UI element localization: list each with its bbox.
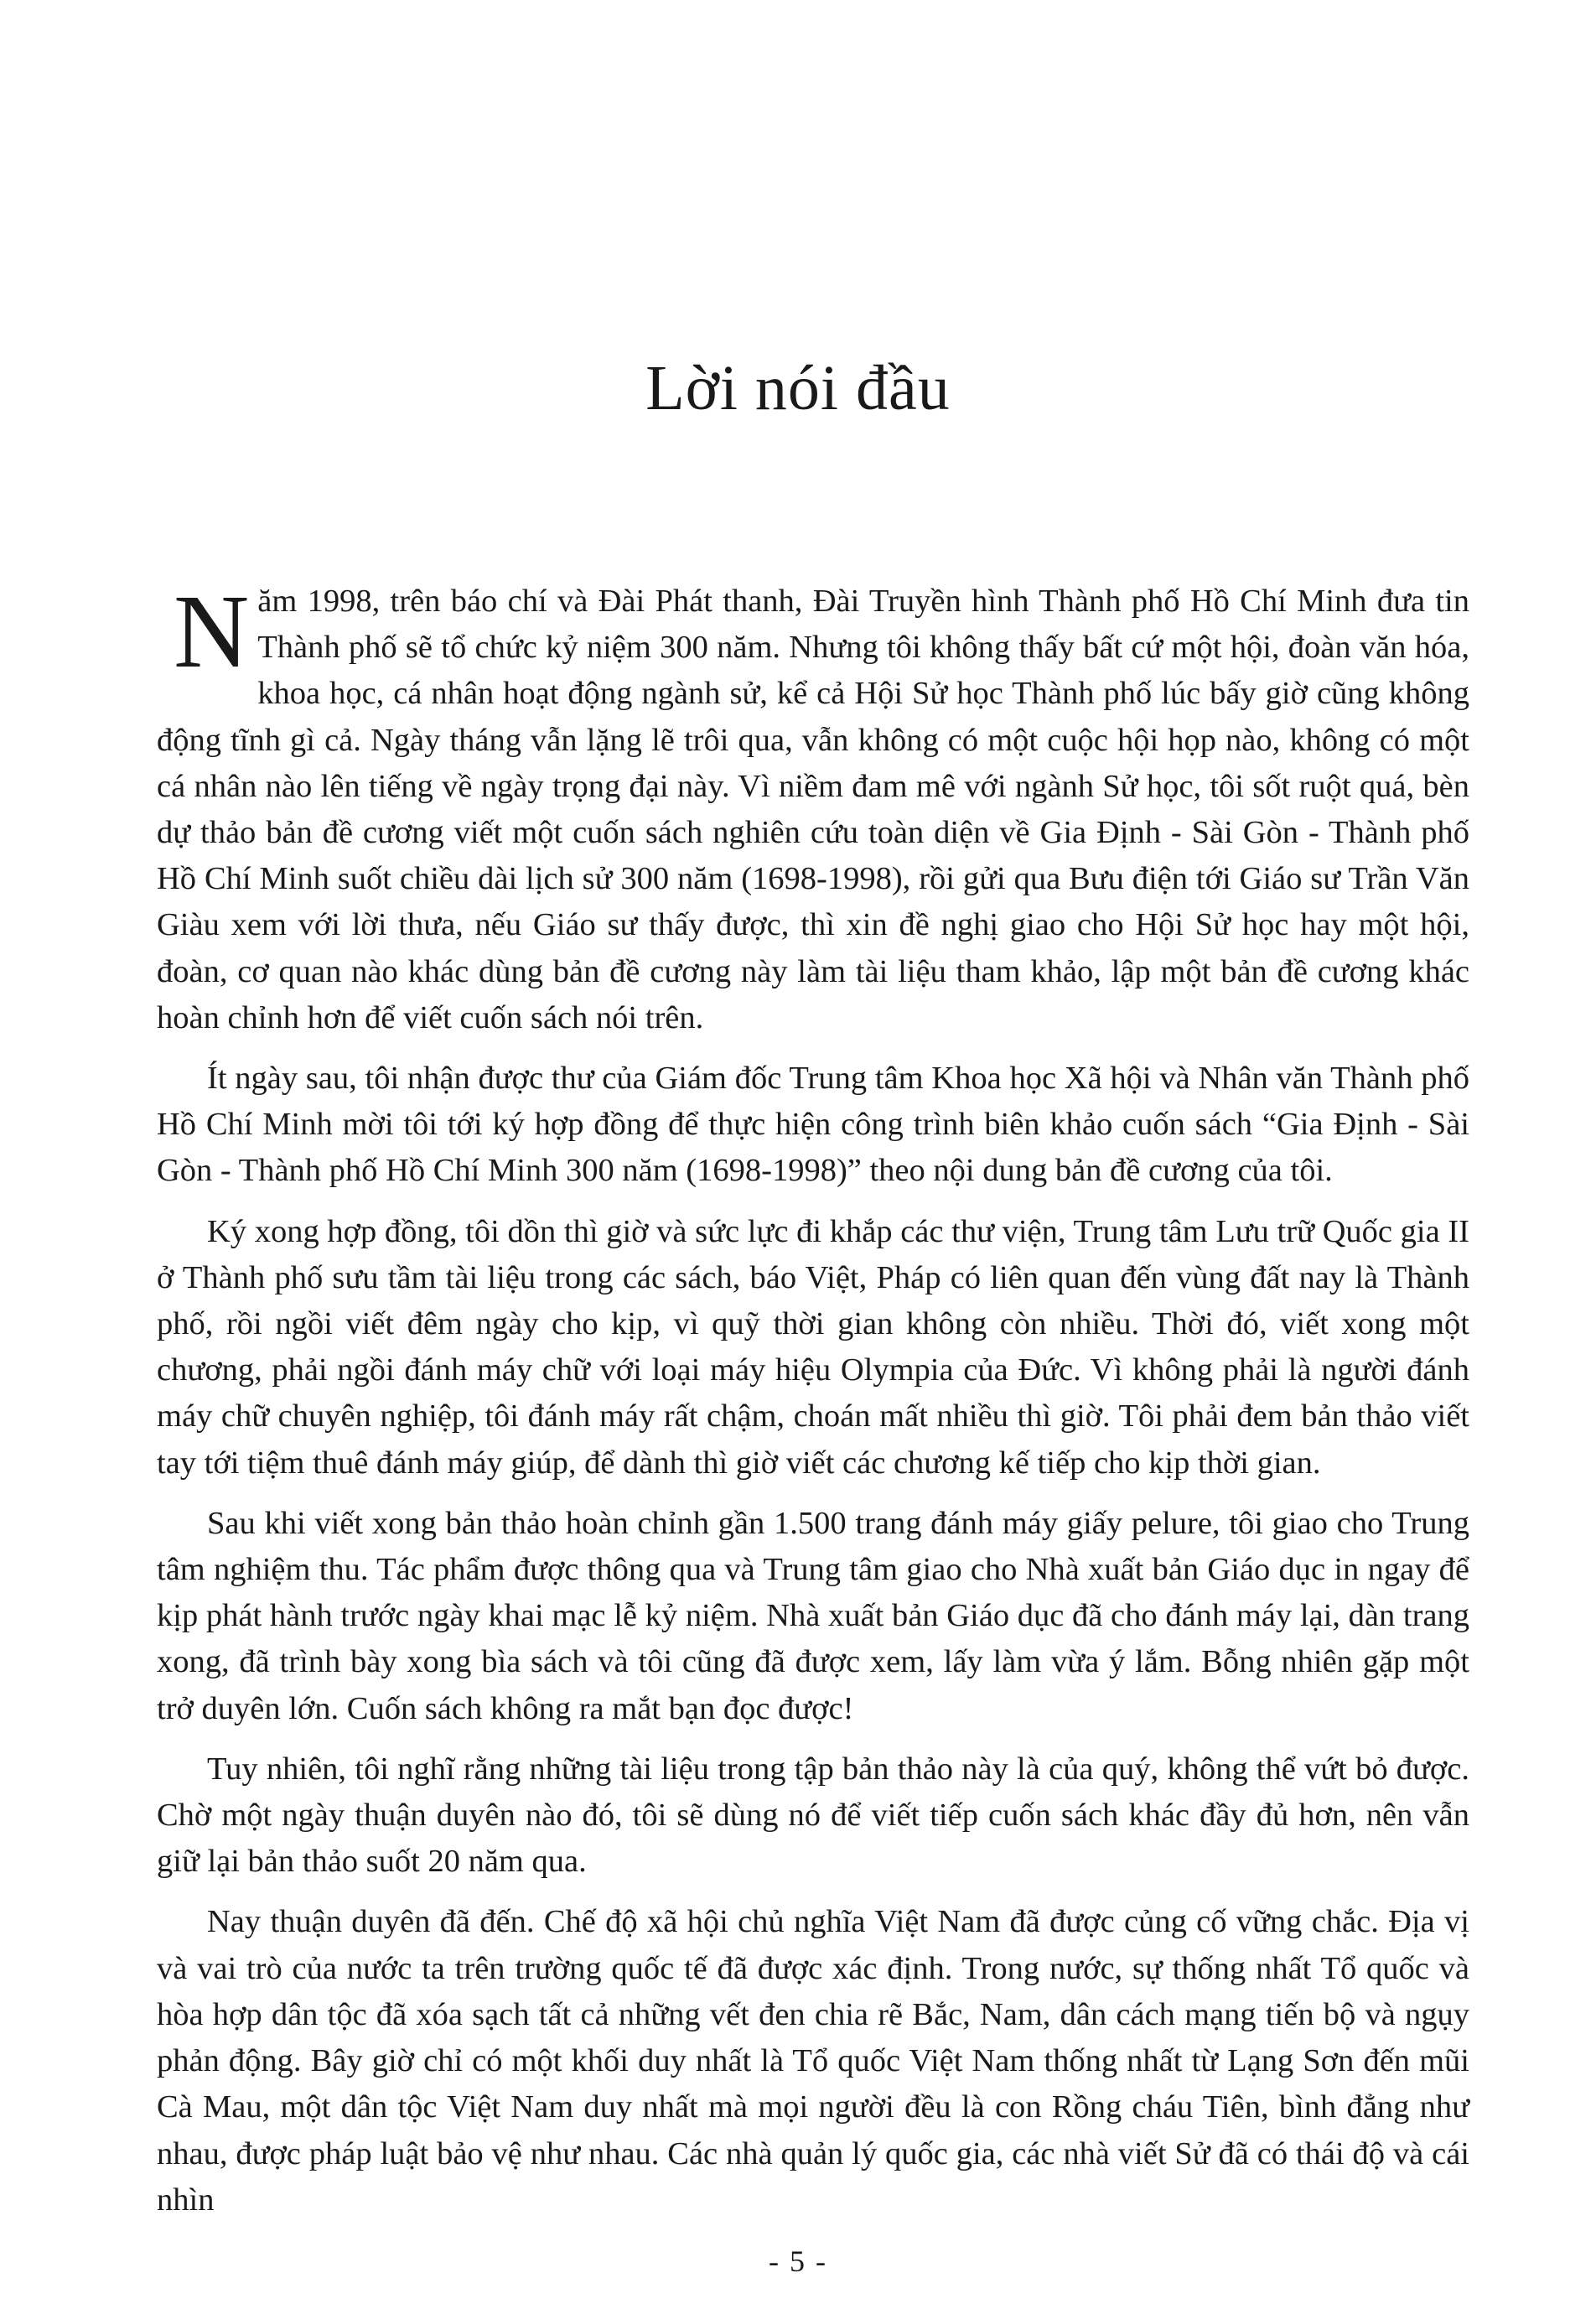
paragraph-6: Nay thuận duyên đã đến. Chế độ xã hội chủ nghĩa Việt Nam đã được củng cố vững chắc. Địa vị và vai trò của nước ta trên trường quốc tế đã được xác định. Trong nước, sự thống nhất Tổ quốc và hòa hợp dân tộc đã xóa sạch tất cả những vết đen chia rẽ Bắc, Nam, dân cách mạng tiến bộ và ngụy phản động. Bây giờ chỉ có một khối duy nhất là Tổ quốc Việt Nam thống nhất từ Lạng Sơn đến mũi Cà Mau, một dân tộc Việt Nam duy nhất mà mọi người đều là con Rồng cháu Tiên, bình đẳng như nhau, được pháp luật bảo vệ như nhau. Các nhà quản lý quốc gia, các nhà viết Sử đã có thái độ và cái nhìn xyxy=(157,1904,1469,2218)
paragraph-2: Ít ngày sau, tôi nhận được thư của Giám đốc Trung tâm Khoa học Xã hội và Nhân văn Thành phố Hồ Chí Minh mời tôi tới ký hợp đồng để thực hiện công trình biên khảo cuốn sách “Gia Định - Sài Gòn - Thành phố Hồ Chí Minh 300 năm (1698-1998)” theo nội dung bản đề cương của tôi. xyxy=(157,1061,1469,1189)
paragraph-1 xyxy=(157,574,1469,1041)
body-text xyxy=(157,574,1469,2238)
paragraph-5: Tuy nhiên, tôi nghĩ rằng những tài liệu trong tập bản thảo này là của quý, không thể vứt bỏ được. Chờ một ngày thuận duyên nào đó, tôi sẽ dùng nó để viết tiếp cuốn sách khác đầy đủ hơn, nên vẫn giữ lại bản thảo suốt 20 năm qua. xyxy=(157,1751,1469,1880)
page-title: Lời nói đầu xyxy=(645,353,951,423)
drop-cap: N xyxy=(174,574,250,690)
paragraph-3: Ký xong hợp đồng, tôi dồn thì giờ và sức lực đi khắp các thư viện, Trung tâm Lưu trữ Quốc gia II ở Thành phố sưu tầm tài liệu trong các sách, báo Việt, Pháp có liên quan đến vùng đất nay là Thành phố, rồi ngồi viết đêm ngày cho kịp, vì quỹ thời gian không còn nhiều. Thời đó, viết xong một chương, phải ngồi đánh máy chữ với loại máy hiệu Olympia của Đức. Vì không phải là người đánh máy chữ chuyên nghiệp, tôi đánh máy rất chậm, choán mất nhiều thì giờ. Tôi phải đem bản thảo viết tay tới tiệm thuê đánh máy giúp, để dành thì giờ viết các chương kế tiếp cho kịp thời gian. xyxy=(157,1213,1469,1481)
paragraph-1-text: ăm 1998, trên báo chí và Đài Phát thanh, Đài Truyền hình Thành phố Hồ Chí Minh đưa tin Thành phố sẽ tổ chức kỷ niệm 300 năm. Nhưng tôi không thấy bất cứ một hội, đoàn văn hóa, khoa học, cá nhân hoạt động ngành sử, kể cả Hội Sử học Thành phố lúc bấy giờ cũng không động tĩnh gì cả. Ngày tháng vẫn lặng lẽ trôi qua, vẫn không có một cuộc hội họp nào, không có một cá nhân nào lên tiếng về ngày trọng đại này. Vì niềm đam mê với ngành Sử học, tôi sốt ruột quá, bèn dự thảo bản đề cương viết một cuốn sách nghiên cứu toàn diện về Gia Định - Sài Gòn - Thành phố Hồ Chí Minh suốt chiều dài lịch sử 300 năm (1698-1998), rồi gửi qua Bưu điện tới Giáo sư Trần Văn Giàu xem với lời thưa, nếu Giáo sư thấy được, thì xin đề nghị giao cho Hội Sử học hay một hội, đoàn, cơ quan nào khác dùng bản đề cương này làm tài liệu tham khảo, lập một bản đề cương khác hoàn chỉnh hơn để viết cuốn sách nói trên. xyxy=(157,584,1469,1035)
paragraph-4: Sau khi viết xong bản thảo hoàn chỉnh gần 1.500 trang đánh máy giấy pelure, tôi giao cho Trung tâm nghiệm thu. Tác phẩm được thông qua và Trung tâm giao cho Nhà xuất bản Giáo dục in ngay để kịp phát hành trước ngày khai mạc lễ kỷ niệm. Nhà xuất bản Giáo dục đã cho đánh máy lại, dàn trang xong, đã trình bày xong bìa sách và tôi cũng đã được xem, lấy làm vừa ý lắm. Bỗng nhiên gặp một trở duyên lớn. Cuốn sách không ra mắt bạn đọc được! xyxy=(157,1505,1469,1726)
page-number: - 5 - xyxy=(769,2244,827,2278)
